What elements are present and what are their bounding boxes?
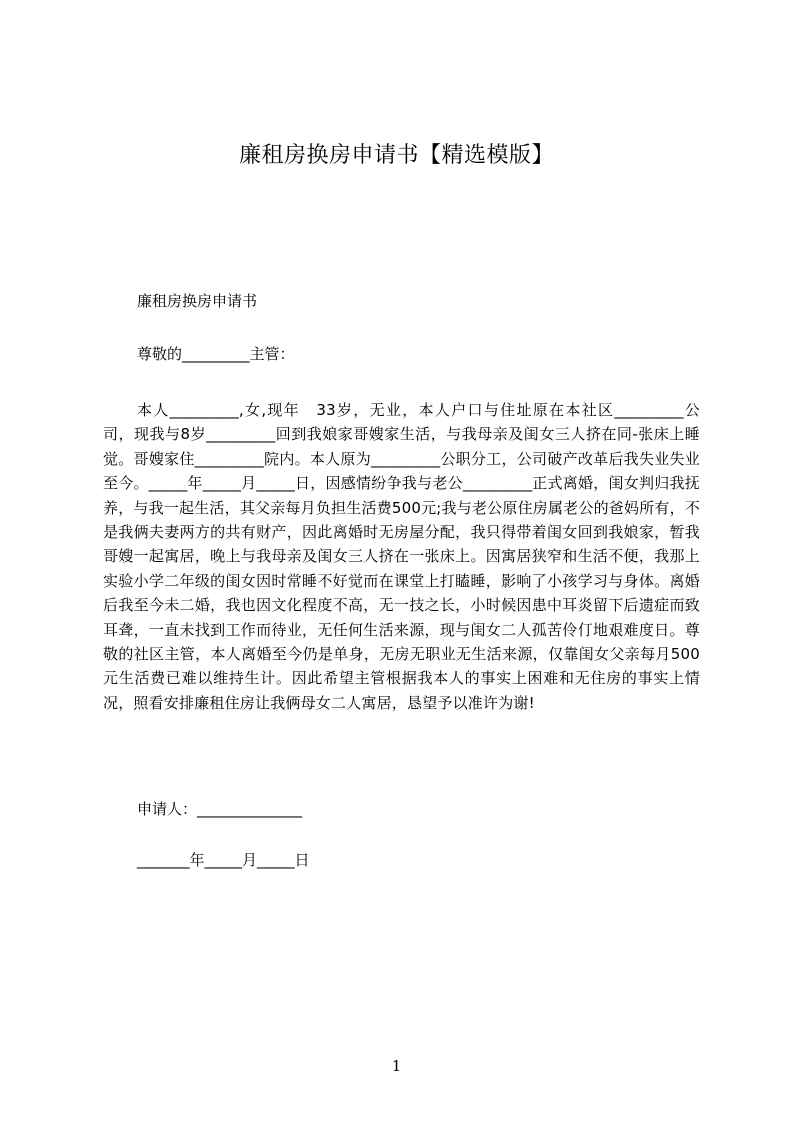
salutation: 尊敬的_________主管：	[137, 345, 295, 363]
document-subtitle: 廉租房换房申请书	[137, 292, 258, 310]
page-number: 1	[391, 1057, 402, 1075]
applicant-signature-line: 申请人：______________	[137, 800, 303, 818]
body-paragraph: 本人_________,女,现年 33岁，无业，本人户口与住址原在本社区_________公司，现我与8岁_________回到我娘家哥嫂家生活，与我母亲及闺女三人挤在同-张床上睡觉。哥嫂家住_________院内。本人原为_________公职分工，公司破产改革后我失业失业至今。_____年_____月_____日，因感情纷争我与老公_________正式离婚，闺女判归我抚养，与我一起生活，其父亲每月负担生活费500元;我与老公原住房属老公的爸妈所有，不是我俩夫妻两方的共有财产，因此离婚时无房屋分配，我只得带着闺女回到我娘家，暂我哥嫂一起寓居，晚上与我母亲及闺女三人挤在一张床上。因寓居狭窄和生活不便，我那上实验小学二年级的闺女因时常睡不好觉而在课堂上打瞌睡，影响了小孩学习与身体。离婚后我至今未二婚，我也因文化程度不高，无一技之长，小时候因患中耳炎留下后遗症而致耳聋，一直未找到工作而待业，无任何生活来源，现与闺女二人孤苦伶仃地艰难度日。尊敬的社区主管，本人离婚至今仍是单身，无房无职业无生活来源，仅靠闺女父亲每月500元生活费已难以维持生计。因此希望主管根据我本人的事实上困难和无住房的事实上情况，照看安排廉租住房让我俩母女二人寓居，恳望予以准许为谢!	[103, 401, 700, 712]
date-line: _______年_____月_____日	[137, 851, 310, 869]
document-title: 廉租房换房申请书【精选模版】	[238, 143, 554, 168]
